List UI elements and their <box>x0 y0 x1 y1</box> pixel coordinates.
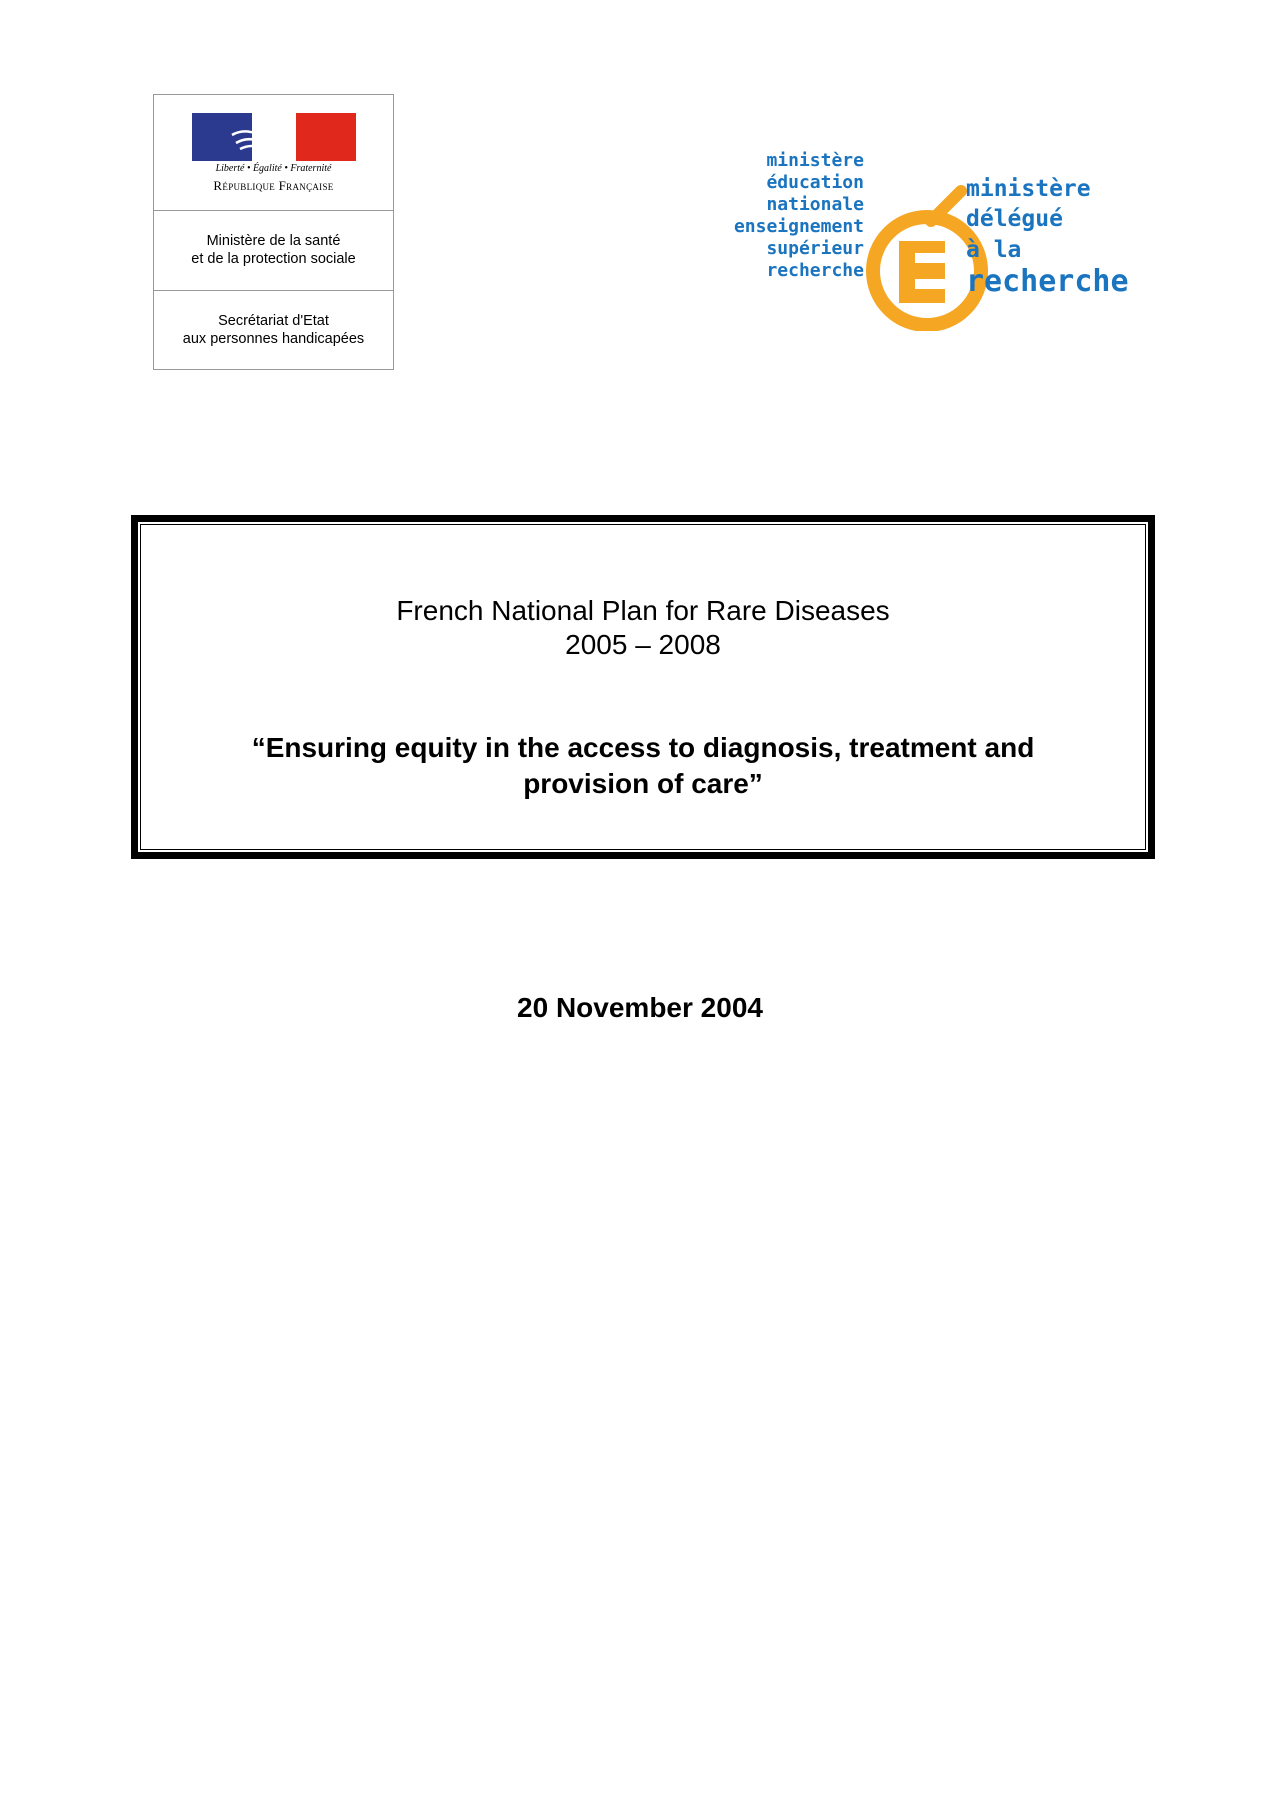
republique-name: République Française <box>213 178 334 193</box>
education-ministry-logo <box>730 146 1160 326</box>
delegue-prefix: à la <box>966 237 1022 263</box>
ministry-line-2: et de la protection sociale <box>191 251 356 267</box>
ministry-name <box>154 210 393 291</box>
education-line: recherche <box>766 260 864 281</box>
delegue-recherche: recherche <box>966 264 1129 299</box>
ministry-line-1: Ministère de la santé <box>206 233 341 249</box>
delegue-line-1: ministère délégué <box>966 176 1091 232</box>
education-line: supérieur <box>766 238 864 259</box>
title-frame <box>131 515 1155 859</box>
ministere-delegue-text <box>966 174 1160 300</box>
document-title <box>138 594 1148 662</box>
education-ministry-lines <box>734 150 864 282</box>
document-subtitle <box>138 730 1148 802</box>
republique-motto: Liberté • Égalité • Fraternité <box>215 163 332 174</box>
education-line: ministère <box>766 150 864 171</box>
secretariat-line-2: aux personnes handicapées <box>182 331 365 347</box>
document-date: 20 November 2004 <box>517 992 763 1023</box>
subtitle-line-2: provision of care” <box>523 768 763 799</box>
education-line: enseignement <box>733 216 864 237</box>
education-line: nationale <box>766 194 864 215</box>
education-line: éducation <box>766 172 864 193</box>
republique-francaise-logo <box>153 94 394 370</box>
title-line-2: 2005 – 2008 <box>565 629 721 660</box>
subtitle-line-1: “Ensuring equity in the access to diagnosis, treatment and <box>251 732 1035 763</box>
title-line-1: French National Plan for Rare Diseases <box>396 595 890 626</box>
secretariat-line-1: Secrétariat d'Etat <box>218 313 329 329</box>
delegue-line-2 <box>966 234 1160 300</box>
marianne-flag-icon <box>192 113 356 161</box>
marianne-header <box>154 95 393 211</box>
secretariat-name <box>154 290 393 370</box>
